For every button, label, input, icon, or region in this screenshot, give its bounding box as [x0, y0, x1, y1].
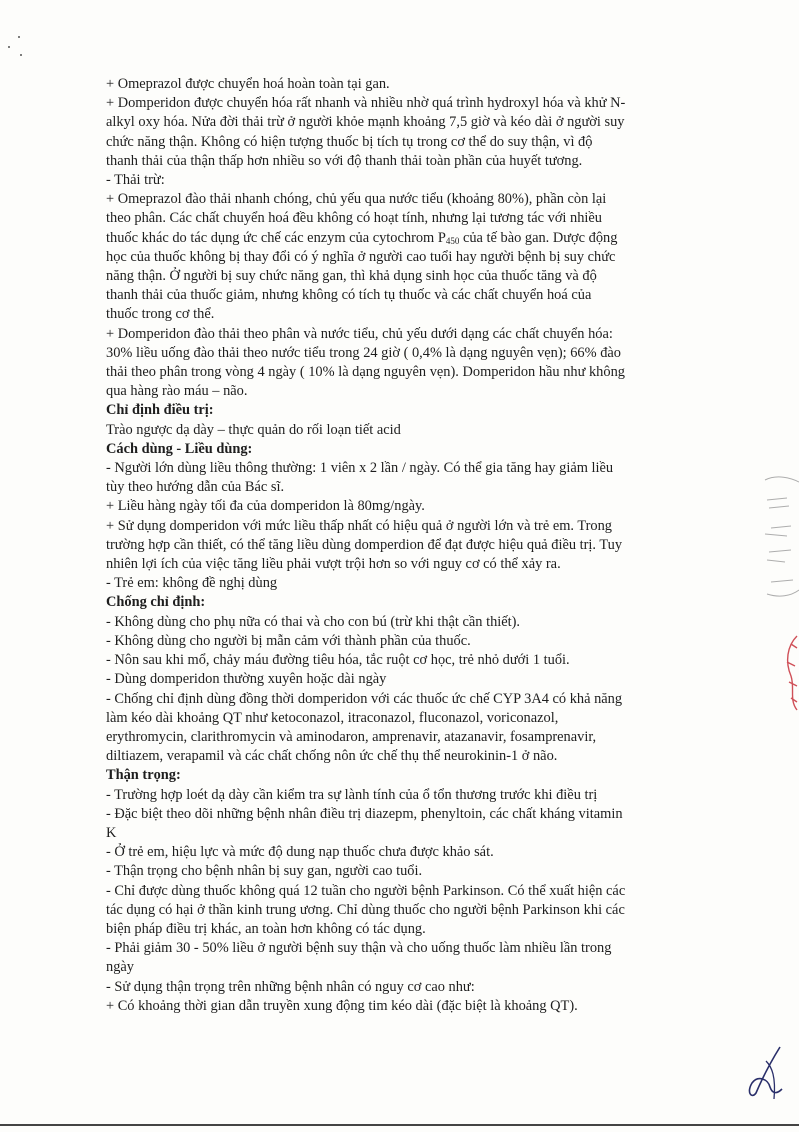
- text-line: erythromycin, clarithromycin và aminodaron, amprenavir, atazanavir, fosamprenavir,: [106, 728, 597, 745]
- text-line: biện pháp điều trị khác, an toàn hơn không có tác dụng.: [106, 920, 426, 937]
- text-line: + Domperidon được chuyển hóa rất nhanh và nhiều nhờ quá trình hydroxyl hóa và khử N-: [106, 95, 626, 112]
- text-line: thanh thải của thận thấp hơn nhiều so với độ thanh thải toàn phần của huyết tương.: [106, 152, 583, 169]
- text-line: - Ở trẻ em, hiệu lực và mức độ dung nạp thuốc chưa được khảo sát.: [106, 844, 494, 861]
- text-line: + Omeprazol đào thải nhanh chóng, chủ yếu qua nước tiểu (khoảng 80%), phần còn lại: [106, 191, 607, 208]
- text-line: - Đặc biệt theo dõi những bệnh nhân điều trị diazepm, phenyltoin, các chất kháng vitamin: [106, 805, 623, 822]
- text-line: - Chống chỉ định dùng đồng thời domperidon với các thuốc ức chế CYP 3A4 có khả năng: [106, 690, 623, 707]
- text-line: + Domperidon đào thải theo phân và nước tiểu, chủ yếu dưới dạng các chất chuyển hóa:: [106, 325, 613, 342]
- text-line: - Sử dụng thận trọng trên những bệnh nhân có nguy cơ cao như:: [106, 978, 475, 995]
- text-line: thuốc trong cơ thể.: [106, 306, 215, 323]
- text-line: + Omeprazol được chuyển hoá hoàn toàn tại gan.: [106, 76, 390, 92]
- red-stamp-mark: [777, 632, 799, 712]
- text-line: thanh thải của thuốc giảm, nhưng không có tích tụ thuốc và các chất chuyển hoá của: [106, 287, 592, 304]
- page-bottom-edge: [0, 1124, 799, 1126]
- text-line: - Thận trọng cho bệnh nhân bị suy gan, người cao tuổi.: [106, 863, 423, 880]
- text-line: thải theo phân trong vòng 4 ngày ( 10% là dạng nguyên vẹn). Domperidon hầu như không: [106, 364, 625, 381]
- document-body: [106, 75, 736, 1016]
- text-line: làm kéo dài khoảng QT như ketoconazol, itraconazol, fluconazol, voriconazol,: [106, 709, 559, 726]
- text-line: K: [106, 824, 117, 841]
- text-line: tùy theo hướng dẫn của Bác sĩ.: [106, 479, 285, 496]
- text-line: + Liều hàng ngày tối đa của domperidon là 80mg/ngày.: [106, 498, 425, 515]
- text-line: diltiazem, verapamil và các chất chống nôn ức chế thụ thể neurokinin-1 ở não.: [106, 748, 558, 765]
- text-line: - Trường hợp loét dạ dày cần kiểm tra sự lành tính của ổ tổn thương trước khi điều trị: [106, 786, 598, 803]
- text-line: - Không dùng cho người bị mẫn cảm với thành phần của thuốc.: [106, 632, 471, 649]
- text-line: năng thận. Ở người bị suy chức năng gan, thì khả dụng sinh học của thuốc tăng và độ: [106, 268, 597, 285]
- signature: [740, 1043, 790, 1103]
- text-line: chức năng thận. Không có hiện tượng thuốc bị tích tụ trong cơ thể do suy thận, vì độ: [106, 133, 593, 150]
- text-line: - Dùng domperidon thường xuyên hoặc dài ngày: [106, 671, 387, 688]
- text-line: - Thải trừ:: [106, 172, 165, 189]
- text-line: - Không dùng cho phụ nữa có thai và cho con bú (trừ khi thật cần thiết).: [106, 613, 521, 630]
- stamp-mark: [757, 470, 799, 610]
- text-line: - Người lớn dùng liều thông thường: 1 viên x 2 lần / ngày. Có thể gia tăng hay giảm liều: [106, 460, 614, 477]
- text-line: - Phải giảm 30 - 50% liều ở người bệnh suy thận và cho uống thuốc làm nhiều lần trong: [106, 940, 612, 957]
- text-line: + Có khoảng thời gian dẫn truyền xung động tim kéo dài (đặc biệt là khoảng QT).: [106, 997, 578, 1014]
- text-line: ngày: [106, 959, 134, 976]
- text-line: tác dụng có hại ở thần kinh trung ương. Chỉ dùng thuốc cho người bệnh Parkinson khi các: [106, 901, 625, 918]
- text-line: học của thuốc không bị thay đổi có ý nghĩa ở người cao tuổi hay người bệnh bị suy chức: [106, 248, 616, 265]
- text-line: 30% liều uống đào thải theo nước tiểu trong 24 giờ ( 0,4% là dạng nguyên vẹn); 66% đào: [106, 344, 621, 361]
- text-line: qua hàng rào máu – não.: [106, 383, 248, 400]
- section-heading: Cách dùng - Liều dùng:: [106, 440, 253, 457]
- section-heading: Thận trọng:: [106, 767, 181, 784]
- text-line: + Sử dụng domperidon với mức liều thấp nhất có hiệu quả ở người lớn và trẻ em. Trong: [106, 517, 613, 534]
- text-line: - Chỉ được dùng thuốc không quá 12 tuần cho người bệnh Parkinson. Có thể xuất hiện các: [106, 882, 626, 899]
- text-line: thuốc khác do tác dụng ức chế các enzym của cytochrom $P_{450}$ của tế bào gan. Dược động: [106, 229, 618, 246]
- text-line: - Trẻ em: không đề nghị dùng: [106, 575, 278, 592]
- text-line: nhiên lợi ích của việc tăng liều phải vượt trội hơn so với nguy cơ có thể xảy ra.: [106, 556, 561, 573]
- text-line: Trào ngược dạ dày – thực quản do rối loạn tiết acid: [106, 421, 401, 438]
- section-heading: Chỉ định điều trị:: [106, 402, 214, 419]
- section-heading: Chống chỉ định:: [106, 594, 206, 611]
- text-line: alkyl oxy hóa. Nửa đời thải trừ ở người khỏe mạnh khoảng 7,5 giờ và kéo dài ở người suy: [106, 114, 625, 131]
- text-line: - Nôn sau khi mổ, chảy máu đường tiêu hóa, tắc ruột cơ học, trẻ nhỏ dưới 1 tuổi.: [106, 652, 570, 669]
- text-line: trường hợp cần thiết, có thể tăng liều dùng domperdion để đạt được hiệu quả điều trị. Tuy: [106, 536, 623, 553]
- text-line: theo phân. Các chất chuyển hoá đều không có hoạt tính, nhưng lại tương tác với nhiều: [106, 210, 602, 227]
